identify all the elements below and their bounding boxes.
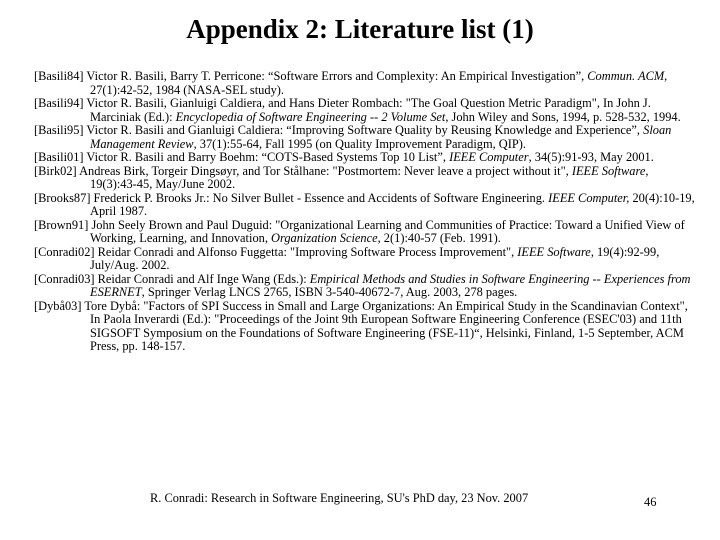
reference-text: , Springer Verlag LNCS 2765, ISBN 3-540-40672-7, Aug. 2003, 278 pages. — [141, 285, 518, 299]
page-number: 46 — [644, 495, 657, 509]
reference-text: 20(4):10-19, April 1987. — [90, 190, 695, 218]
reference-text: [Basili95] Victor R. Basili and Gianluigi Caldiera: “Improving Software Quality by Reusing Knowledge and Experience”, — [34, 123, 644, 137]
reference-item — [34, 273, 696, 300]
reference-source: Commun. ACM — [587, 69, 665, 83]
reference-text: [Birk02] Andreas Birk, Torgeir Dingsøyr, and Tor Stålhane: "Postmortem: Never leave a project without it", — [34, 163, 572, 178]
reference-item — [34, 246, 696, 273]
reference-source: IEEE Software — [517, 244, 591, 259]
reference-text: , 19(3):43-45, May/June 2002. — [90, 163, 649, 191]
reference-text: [Brooks87] Frederick P. Brooks Jr.: No Silver Bullet - Essence and Accidents of Software Engineering. — [34, 190, 549, 205]
reference-list — [34, 70, 696, 354]
reference-text: [Conradi02] Reidar Conradi and Alfonso Fuggetta: "Improving Software Process Improvement", — [34, 244, 518, 259]
slide-footer: R. Conradi: Research in Software Engineering, SU's PhD day, 23 Nov. 2007 — [150, 491, 529, 505]
reference-item — [34, 219, 696, 246]
slide-title: Appendix 2: Literature list (1) — [186, 14, 534, 44]
reference-text: , 27(1):42-52, 1984 (NASA-SEL study). — [90, 69, 668, 97]
reference-text: [Conradi03] Reidar Conradi and Alf Inge Wang (Eds.): — [34, 271, 310, 286]
reference-item — [34, 70, 696, 97]
reference-text: , 37(1):55-64, Fall 1995 (on Quality Improvement Paradigm, QIP). — [193, 136, 526, 151]
reference-source: Sloan Management Review — [90, 123, 672, 151]
reference-item — [34, 192, 696, 219]
reference-item — [34, 300, 696, 354]
reference-item — [34, 165, 696, 192]
reference-source: Encyclopedia of Software Engineering -- 2 Volume Set — [175, 109, 446, 124]
reference-text: , 19(4):92-99, July/Aug. 2002. — [90, 244, 660, 272]
reference-item — [34, 124, 696, 151]
reference-source: IEEE Computer — [449, 150, 529, 164]
reference-source: Organization Science, — [271, 231, 381, 245]
reference-text: , John Wiley and Sons, 1994, p. 528-532, 1994. — [445, 109, 681, 124]
reference-item — [34, 151, 696, 165]
reference-text: 2(1):40-57 (Feb. 1991). — [380, 231, 501, 245]
reference-source: IEEE Software — [571, 163, 646, 178]
reference-text: [Basili84] Victor R. Basili, Barry T. Perricone: “Software Errors and Complexity: An Empirical Investigation”, — [34, 69, 588, 83]
reference-text: , 34(5):91-93, May 2001. — [528, 150, 654, 164]
reference-source: Empirical Methods and Studies in Software Engineering -- Experiences from ESERNET — [90, 271, 691, 299]
reference-text: [Dybå03] Tore Dybå: "Factors of SPI Success in Small and Large Organizations: An Empirical Study in the Scandinavian Context", In Paola Inverardi (Ed.): "Proceedings of the Joint 9th European Software Engineering Conference (ESEC'03) and 11th SIGSOFT Symposium on the Foundations of Software Engineering (FSE-11)“, Helsinki, Finland, 1-5 September, ACM Press, pp. 148-157. — [34, 298, 688, 353]
reference-text: [Basili01] Victor R. Basili and Barry Boehm: “COTS-Based Systems Top 10 List”, — [34, 150, 450, 164]
reference-text: [Brown91] John Seely Brown and Paul Duguid: "Organizational Learning and Communities of Practice: Toward a Unified View of Working, Learning, and Innovation, — [34, 217, 685, 245]
reference-text: [Basili94] Victor R. Basili, Gianluigi Caldiera, and Hans Dieter Rombach: "The Goal Question Metric Paradigm", In John J. Marciniak (Ed.): — [34, 96, 651, 124]
reference-item — [34, 97, 696, 124]
reference-source: IEEE Computer, — [548, 190, 630, 205]
